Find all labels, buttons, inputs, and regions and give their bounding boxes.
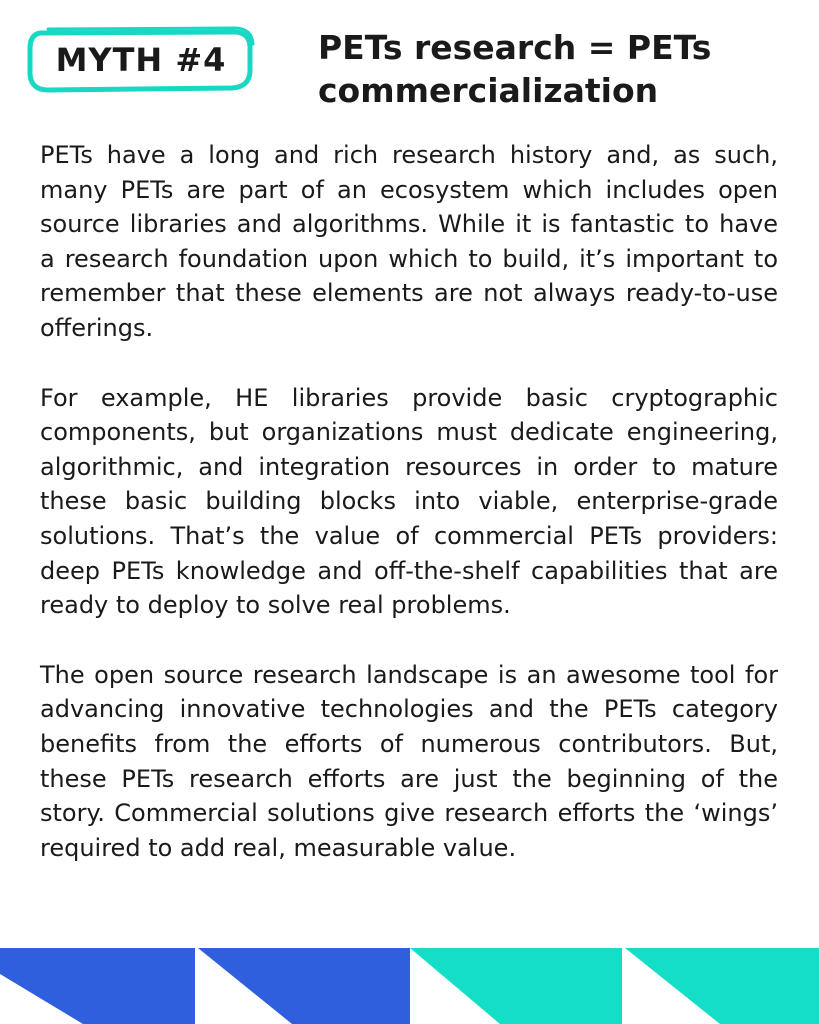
paragraph-2: For example, HE libraries provide basic cryptographic components, but organizations must dedicate engineering, algorithmic, and integration resources in order to mature these basic building blocks into viable, enterprise-grade solutions. That’s the value of commercial PETs providers: deep PETs knowledge and off-the-shelf capabilities that are ready to deploy to solve real problems. xyxy=(40,383,778,620)
myth-badge xyxy=(26,24,256,96)
paragraph-1: PETs have a long and rich research history and, as such, many PETs are part of an ecosystem which includes open source libraries and algorithms. While it is fantastic to have a research foundation upon which to build, it’s important to remember that these elements are not always ready-to-use offerings. xyxy=(40,141,778,342)
page-title: PETs research = PETs commercialization xyxy=(318,28,712,110)
paragraph-3: The open source research landscape is an awesome tool for advancing innovative technologies and the PETs category benefits from the efforts of numerous contributors. But, these PETs research efforts are just the beginning of the story. Commercial solutions give research efforts the ‘wings’ required to add real, measurable value. xyxy=(40,660,778,862)
footer-decoration xyxy=(0,948,819,1024)
badge-label: MYTH #4 xyxy=(55,41,227,79)
body-text xyxy=(40,138,778,900)
header xyxy=(0,0,819,130)
